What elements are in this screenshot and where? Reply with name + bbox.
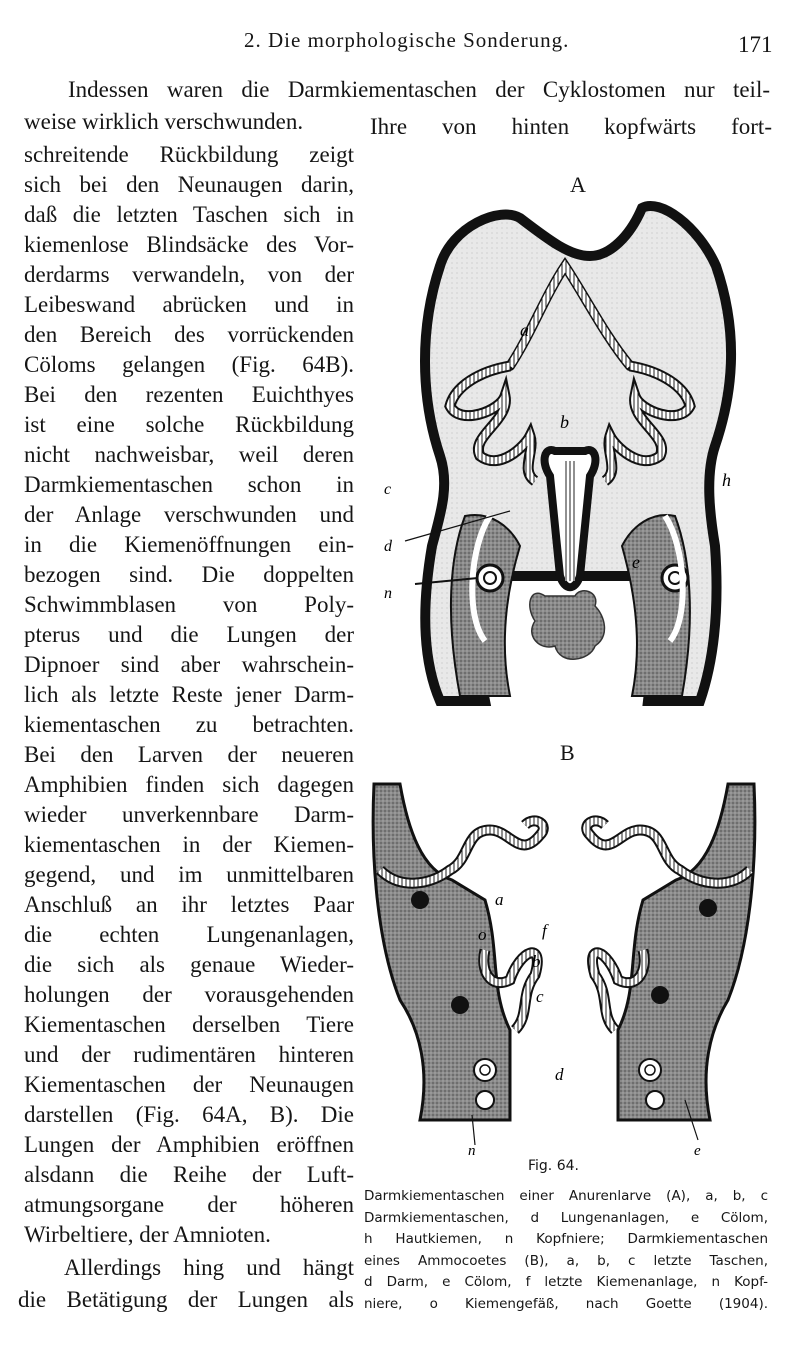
label-a-e: e xyxy=(632,552,640,572)
body-line: Dipnoer sind aber wahrschein- xyxy=(24,652,354,677)
body-line: kiemenlose Blindsäcke des Vor- xyxy=(24,232,354,257)
body-line: alsdann die Reihe der Luft- xyxy=(24,1162,354,1187)
body-line: schreitende Rückbildung zeigt xyxy=(24,142,354,167)
caption-line: Darmkiementaschen, d Lungenanlagen, e Cölom, xyxy=(364,1209,768,1226)
body-line: Lungen der Amphibien eröffnen xyxy=(24,1132,354,1157)
body-line: ist eine solche Rückbildung xyxy=(24,412,354,437)
body-line: und der rudimentären hinteren xyxy=(24,1042,354,1067)
caption-line: d Darm, e Cölom, f letzte Kiemenanlage, n Kopf- xyxy=(364,1274,768,1290)
figure-caption xyxy=(364,1186,768,1315)
running-title: 2. Die morphologische Sonderung. xyxy=(244,28,570,52)
figure-64a-illustration xyxy=(360,196,770,706)
label-b-b: b xyxy=(532,952,541,971)
body-line: atmungsorgane der höheren xyxy=(24,1192,354,1217)
body-line: nicht nachweisbar, weil deren xyxy=(24,442,354,467)
body-line: darstellen (Fig. 64A, B). Die xyxy=(24,1102,354,1127)
label-b-e: e xyxy=(694,1143,701,1159)
body-line: holungen der vorausgehenden xyxy=(24,982,354,1007)
body-line: der Anlage verschwunden und xyxy=(24,502,354,527)
body-line: Darmkiementaschen schon in xyxy=(24,472,354,497)
body-line: pterus und die Lungen der xyxy=(24,622,354,647)
panel-label-a: A xyxy=(570,172,586,197)
body-line: Cöloms gelangen (Fig. 64B). xyxy=(24,352,354,377)
label-b-f: f xyxy=(542,921,547,940)
body-line: weise wirklich verschwunden. xyxy=(24,109,304,134)
body-line: Ihre von hinten kopfwärts fort- xyxy=(370,114,772,139)
body-line: Indessen waren die Darmkiementaschen der Cyklostomen nur teil- xyxy=(68,77,770,102)
label-a-a: a xyxy=(520,320,529,340)
body-line: Schwimmblasen von Poly- xyxy=(24,592,354,617)
label-b-d: d xyxy=(555,1065,564,1084)
body-line: Bei den Larven der neueren xyxy=(24,742,354,767)
body-line: Kiementaschen derselben Tiere xyxy=(24,1012,354,1037)
body-line: die sich als genaue Wieder- xyxy=(24,952,354,977)
body-line: Amphibien finden sich dagegen xyxy=(24,772,354,797)
body-line: Bei den rezenten Euichthyes xyxy=(24,382,354,407)
caption-line: eines Ammocoetes (B), a, b, c letzte Taschen, xyxy=(364,1252,768,1269)
label-b-a: a xyxy=(495,890,504,909)
label-a-n: n xyxy=(384,585,392,602)
figure-64b-illustration xyxy=(360,770,770,1160)
body-line: bezogen sind. Die doppelten xyxy=(24,562,354,587)
body-line: die Betätigung der Lungen als xyxy=(18,1287,354,1312)
figure-number: Fig. 64. xyxy=(528,1158,579,1174)
body-line: lich als letzte Reste jener Darm- xyxy=(24,682,354,707)
caption-line: niere, o Kiemengefäß, nach Goette (1904). xyxy=(364,1295,768,1312)
panel-label-b: B xyxy=(560,740,575,765)
body-line: die echten Lungenanlagen, xyxy=(24,922,354,947)
body-line: in die Kiemenöffnungen ein- xyxy=(24,532,354,557)
caption-line: h Hautkiemen, n Kopfniere; Darmkiementaschen xyxy=(364,1231,768,1247)
body-line: Leibeswand abrücken und in xyxy=(24,292,354,317)
label-a-h: h xyxy=(722,470,731,490)
label-b-c: c xyxy=(536,987,544,1006)
body-line: kiementaschen in der Kiemen- xyxy=(24,832,354,857)
page-number: 171 xyxy=(738,32,773,57)
body-line: kiementaschen zu betrachten. xyxy=(24,712,354,737)
body-line: Allerdings hing und hängt xyxy=(64,1255,354,1280)
body-line: sich bei den Neunaugen darin, xyxy=(24,172,354,197)
body-line: Kiementaschen der Neunaugen xyxy=(24,1072,354,1097)
label-a-c: c xyxy=(384,481,392,498)
body-line: wieder unverkennbare Darm- xyxy=(24,802,354,827)
caption-line: Darmkiementaschen einer Anurenlarve (A), a, b, c xyxy=(364,1188,768,1204)
body-line: Anschluß an ihr letztes Paar xyxy=(24,892,354,917)
body-line: Wirbeltiere, der Amnioten. xyxy=(24,1222,271,1247)
label-a-b: b xyxy=(560,412,569,432)
label-a-d: d xyxy=(384,538,392,555)
body-line: gegend, und im unmittelbaren xyxy=(24,862,354,887)
body-line: daß die letzten Taschen sich in xyxy=(24,202,354,227)
label-b-o: o xyxy=(478,925,487,944)
body-line: den Bereich des vorrückenden xyxy=(24,322,354,347)
label-b-n: n xyxy=(468,1143,476,1159)
body-line: derdarms verwandeln, von der xyxy=(24,262,354,287)
